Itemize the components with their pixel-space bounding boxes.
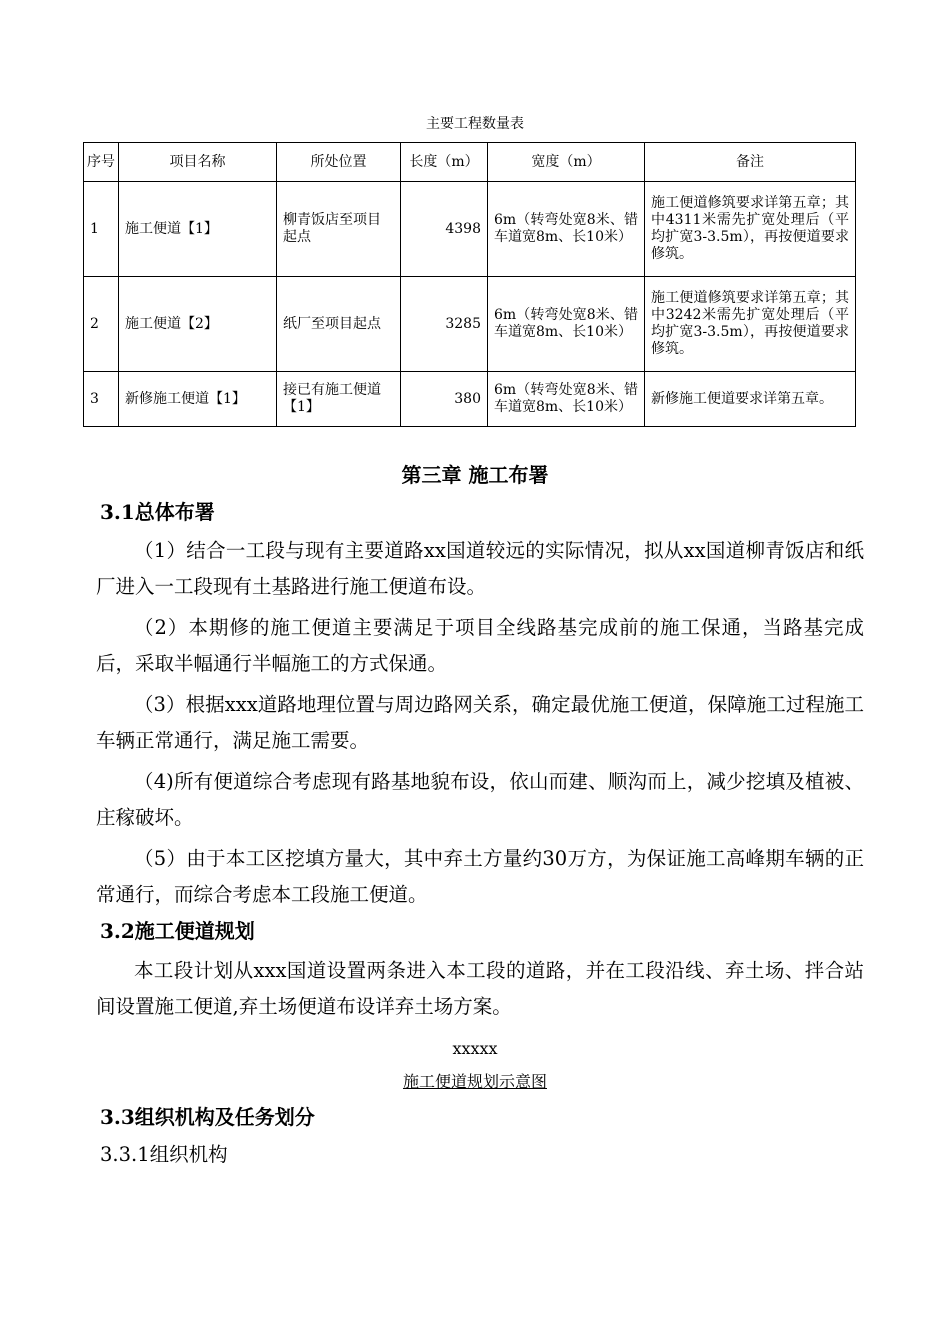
cell-no: 1 [84,182,119,277]
paragraph-3-1-3: （3）根据xxx道路地理位置与周边路网关系，确定最优施工便道，保障施工过程施工车辆正常通行，满足施工需要。 [96,693,864,752]
header-location: 所处位置 [277,143,401,182]
table-header-row [84,143,856,182]
paragraph-3-2: 本工段计划从xxx国道设置两条进入本工段的道路，并在工段沿线、弃土场、拌合站间设置施工便道,弃土场便道布设详弃土场方案。 [96,959,864,1018]
cell-width: 6m（转弯处宽8米、错车道宽8m、长10米） [488,277,645,372]
table-row [84,372,856,427]
cell-remark: 施工便道修筑要求详第五章；其中4311米需先扩宽处理后（平均扩宽3-3.5m），再按便道要求修筑。 [645,182,856,277]
cell-no: 2 [84,277,119,372]
table-row [84,277,856,372]
table-caption: 主要工程数量表 [426,116,524,132]
cell-location: 柳青饭店至项目起点 [277,182,401,277]
figure-caption: 施工便道规划示意图 [402,1072,547,1091]
paragraph-3-1-1: （1）结合一工段与现有主要道路xx国道较远的实际情况，拟从xx国道柳青饭店和纸厂进入一工段现有土基路进行施工便道布设。 [96,539,864,598]
cell-length: 380 [401,372,488,427]
chapter-title: 第三章 施工布署 [401,463,549,487]
table-row [84,182,856,277]
paragraph-3-1-5: （5）由于本工区挖填方量大，其中弃土方量约30万方，为保证施工高峰期车辆的正常通行，而综合考虑本工段施工便道。 [96,847,864,906]
cell-length: 4398 [401,182,488,277]
section-3-2-title: 3.2施工便道规划 [100,919,255,943]
subsection-3-3-1-title: 3.3.1组织机构 [100,1143,228,1166]
section-3-3-title: 3.3组织机构及任务划分 [100,1105,315,1129]
cell-remark: 施工便道修筑要求详第五章；其中3242米需先扩宽处理后（平均扩宽3-3.5m），再按便道要求修筑。 [645,277,856,372]
header-length: 长度（m） [401,143,488,182]
header-no: 序号 [84,143,119,182]
quantity-table [83,142,856,427]
header-remark: 备注 [645,143,856,182]
cell-remark: 新修施工便道要求详第五章。 [645,372,856,427]
cell-name: 施工便道【2】 [119,277,277,372]
figure-placeholder: xxxxx [452,1039,498,1058]
cell-width: 6m（转弯处宽8米、错车道宽8m、长10米） [488,182,645,277]
header-width: 宽度（m） [488,143,645,182]
cell-name: 新修施工便道【1】 [119,372,277,427]
cell-name: 施工便道【1】 [119,182,277,277]
cell-width: 6m（转弯处宽8米、错车道宽8m、长10米） [488,372,645,427]
cell-location: 接已有施工便道【1】 [277,372,401,427]
cell-no: 3 [84,372,119,427]
header-name: 项目名称 [119,143,277,182]
paragraph-3-1-2: （2）本期修的施工便道主要满足于项目全线路基完成前的施工保通，当路基完成后，采取半幅通行半幅施工的方式保通。 [96,616,864,675]
cell-length: 3285 [401,277,488,372]
section-3-1-title: 3.1总体布署 [100,500,215,524]
cell-location: 纸厂至项目起点 [277,277,401,372]
paragraph-3-1-4: （4)所有便道综合考虑现有路基地貌布设，依山而建、顺沟而上，减少挖填及植被、庄稼破坏。 [96,770,864,829]
